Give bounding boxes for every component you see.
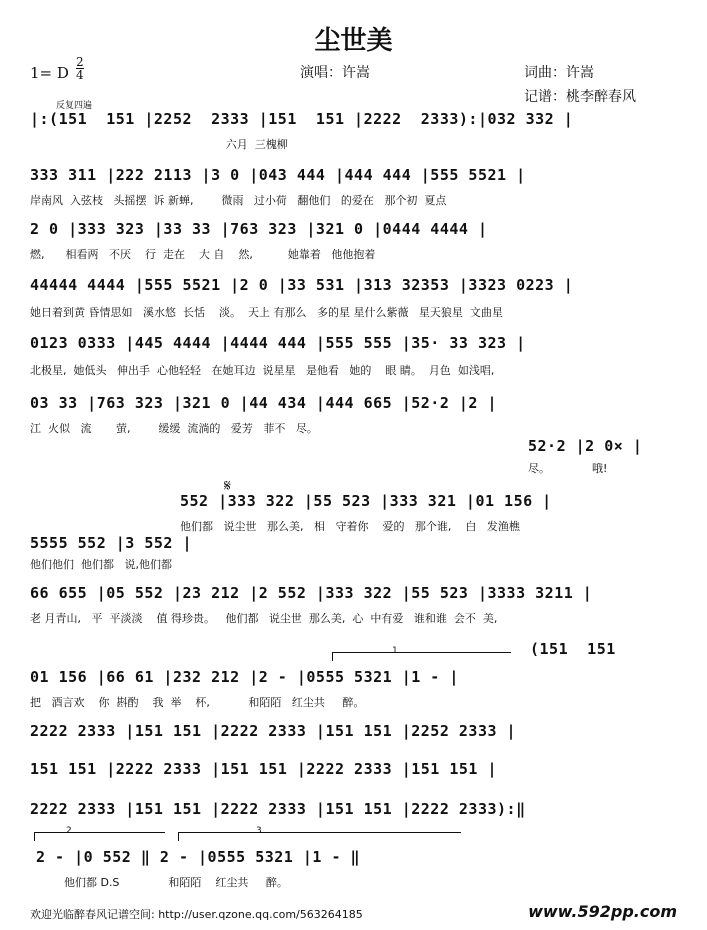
notation-row: 01 156 |66 61 |232 212 |2 - |0555 5321 |1 - |: [30, 668, 459, 686]
ending-bracket-2: [34, 832, 165, 841]
notation-row: 2222 2333 |151 151 |2222 2333 |151 151 |2252 2333 |: [30, 722, 517, 740]
notation-row: 2 - |0 552 ‖ 2 - |0555 5321 |1 - ‖: [36, 848, 361, 866]
arranger-credit: 记谱：桃李醉春风: [524, 89, 636, 105]
lyrics-row: 尽。 哦!: [528, 462, 608, 475]
notation-row: 151 151 |2222 2333 |151 151 |2222 2333 |151 151 |: [30, 760, 498, 778]
composer-credit: 词曲：许嵩: [524, 65, 594, 81]
notation-row: 2 0 |333 323 |33 33 |763 323 |321 0 |0444 4444 |: [30, 220, 488, 238]
notation-row: |:(151 151 |2252 2333 |151 151 |2222 2333):|032 332 |: [30, 110, 574, 128]
ending-bracket-3: [178, 832, 461, 841]
notation-row: 5555 552 |3 552 |: [30, 534, 193, 552]
ending-number-2: 2: [66, 826, 72, 836]
lyrics-row: 燃, 相看两 不厌 行 走在 大 自 然, 她靠着 他他抱着: [30, 248, 376, 261]
ending-number-3: 3: [256, 826, 262, 836]
time-signature-bottom: 4: [76, 68, 84, 82]
notation-row: 552 |333 322 |55 523 |333 321 |01 156 |: [180, 492, 552, 510]
page-title: 尘世美: [314, 26, 393, 56]
notation-row: 03 33 |763 323 |321 0 |44 434 |444 665 |52·2 |2 |: [30, 394, 498, 412]
notation-row: 2222 2333 |151 151 |2222 2333 |151 151 |2222 2333):‖: [30, 800, 526, 818]
repeat-intro-notes: (151 151: [530, 640, 616, 658]
key-signature: 1= D: [30, 64, 69, 82]
lyrics-row: 他们都 说尘世 那么美, 相 守着你 爱的 那个谁, 白 发渔樵: [180, 520, 520, 533]
notation-row: 333 311 |222 2113 |3 0 |043 444 |444 444 |555 5521 |: [30, 166, 526, 184]
lyrics-row: 她日着到黄 昏情思如 溪水悠 长恬 淡。 天上 有那么 多的星 星什么紫薇 星天狼星 文曲星: [30, 306, 503, 319]
notation-row: 66 655 |05 552 |23 212 |2 552 |333 322 |55 523 |3333 3211 |: [30, 584, 593, 602]
lyrics-row: 北极星, 她低头 伸出手 心他轻轻 在她耳边 说星星 是他看 她的 眼 睛。 月色 如浅唱,: [30, 364, 495, 377]
notation-row: 44444 4444 |555 5521 |2 0 |33 531 |313 32353 |3323 0223 |: [30, 276, 574, 294]
lyrics-row: 岸南风 入弦枝 头摇摆 诉 新蝉, 微雨 过小荷 翻他们 的爱在 那个初 夏点: [30, 194, 447, 207]
lyrics-row: 六月 三槐柳: [30, 138, 288, 151]
lyrics-row: 把 酒言欢 你 斟酌 我 举 杯, 和陌陌 红尘共 醉。: [30, 696, 365, 709]
lyrics-row: 他们他们 他们都 说,他们都: [30, 558, 172, 571]
segno-mark: 𝄋: [224, 476, 231, 495]
notation-row: 0123 0333 |445 4444 |4444 444 |555 555 |35· 33 323 |: [30, 334, 526, 352]
lyrics-row: 江 火似 流 萤, 缓缓 流淌的 爱芳 菲不 尽。: [30, 422, 318, 435]
ending-bracket-1: [332, 652, 511, 661]
lyrics-row: 老 月青山, 平 平淡淡 值 得珍贵。 他们都 说尘世 那么美, 心 中有爱 谁和谁 会不 美,: [30, 612, 498, 625]
lyrics-row: 他们都 D.S 和陌陌 红尘共 醉。: [36, 876, 288, 889]
repeat-mark: 反复四遍: [56, 101, 93, 111]
notation-row: 52·2 |2 0× |: [528, 437, 643, 455]
site-brand: www.592pp.com: [528, 902, 677, 921]
ending-number-1: 1: [392, 646, 398, 656]
time-signature-top: 2: [76, 55, 84, 69]
footer-text: 欢迎光临醉春风记谱空间: http://user.qzone.qq.com/563264185: [30, 908, 363, 921]
singer-credit: 演唱：许嵩: [300, 65, 370, 81]
time-signature: [76, 56, 84, 81]
